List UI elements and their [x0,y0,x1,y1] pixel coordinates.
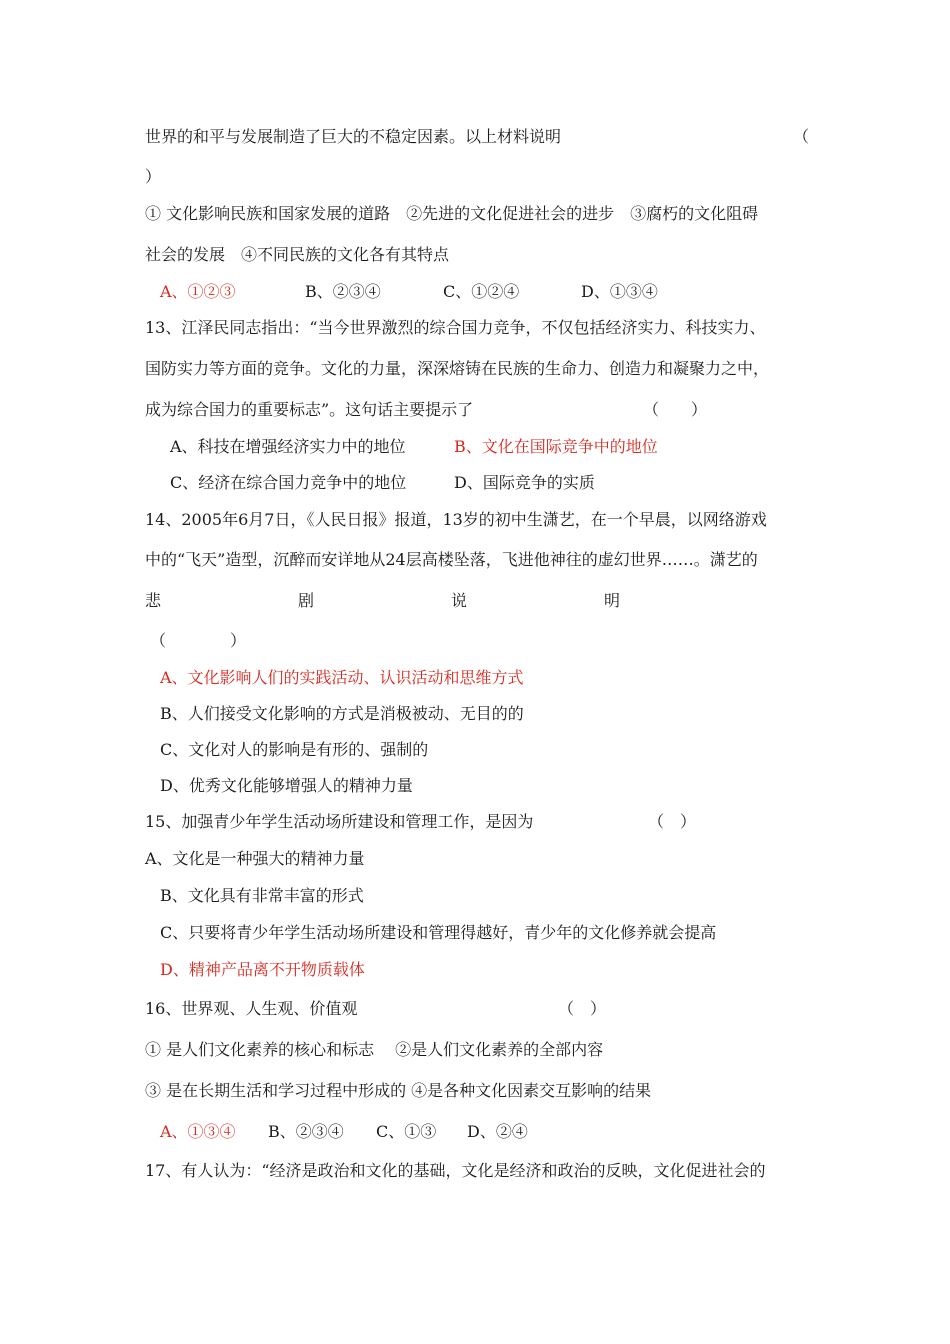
q12-option-c: C、①②④ [443,282,520,301]
q13-line-1: 13、江泽民同志指出：“当今世界激烈的综合国力竞争，不仅包括经济实力、科技实力、 [145,318,766,337]
q16-option-c: C、①③ [376,1122,437,1141]
q16-option-a: A、①③④ [160,1122,236,1141]
q14-line-2: 中的“飞天”造型，沉醉而安详地从24层高楼坠落，飞进他神往的虚幻世界……。潇艺的 [145,550,758,569]
q14-option-d: D、优秀文化能够增强人的精神力量 [160,776,413,795]
q13-line-2: 国防实力等方面的竞争。文化的力量，深深熔铸在民族的生命力、创造力和凝聚力之中， [145,359,770,378]
q14-line-3-word-2: 剧 [298,591,315,610]
q16-option-b: B、②③④ [268,1122,344,1141]
q14-line-3-word-3: 说 [451,591,468,610]
q15-option-a: A、文化是一种强大的精神力量 [145,849,365,868]
q16-answer-paren: （ ） [558,999,607,1018]
q15-answer-paren: （ ） [648,812,697,831]
q12-line-2: ① 文化影响民族和国家发展的道路 ②先进的文化促进社会的进步 ③腐朽的文化阻碍 [145,204,759,223]
q14-answer-paren: （ ） [150,631,247,650]
q14-option-a: A、文化影响人们的实践活动、认识活动和思维方式 [160,668,524,687]
q14-line-3-word-1: 悲 [145,591,162,610]
q14-option-b: B、人们接受文化影响的方式是消极被动、无目的的 [160,704,524,723]
q16-line-3: ③ 是在长期生活和学习过程中形成的 ④是各种文化因素交互影响的结果 [145,1081,652,1100]
q16-line-1: 16、世界观、人生观、价值观 [145,999,358,1018]
q12-line-1: 世界的和平与发展制造了巨大的不稳定因素。以上材料说明 [145,127,562,146]
q16-line-2: ① 是人们文化素养的核心和标志 ②是人们文化素养的全部内容 [145,1040,604,1059]
q12-line-3: 社会的发展 ④不同民族的文化各有其特点 [145,245,450,264]
q15-line-1: 15、加强青少年学生活动场所建设和管理工作，是因为 [145,812,534,831]
q15-option-d: D、精神产品离不开物质载体 [160,960,365,979]
q14-line-3-word-4: 明 [604,591,621,610]
q13-option-d: D、国际竞争的实质 [454,473,595,492]
q12-paren-close: ） [145,167,162,186]
q13-answer-paren: （ ） [643,400,708,419]
q16-option-d: D、②④ [467,1122,528,1141]
q12-paren-open: （ [793,127,810,146]
q17-line-1: 17、有人认为：“经济是政治和文化的基础，文化是经济和政治的反映，文化促进社会的 [145,1161,766,1180]
q12-option-d: D、①③④ [581,282,658,301]
q13-option-c: C、经济在综合国力竞争中的地位 [170,473,407,492]
q13-line-3: 成为综合国力的重要标志”。这句话主要提示了 [145,400,474,419]
q14-option-c: C、文化对人的影响是有形的、强制的 [160,740,429,759]
q12-option-a: A、①②③ [160,282,236,301]
q12-option-b: B、②③④ [305,282,381,301]
q13-option-a: A、科技在增强经济实力中的地位 [170,437,406,456]
q14-line-1: 14、2005年6月7日，《人民日报》报道，13岁的初中生潇艺，在一个早晨，以网络游戏 [145,510,767,529]
q15-option-c: C、只要将青少年学生活动场所建设和管理得越好，青少年的文化修养就会提高 [160,923,717,942]
q13-option-b: B、文化在国际竞争中的地位 [454,437,658,456]
q15-option-b: B、文化具有非常丰富的形式 [160,886,364,905]
